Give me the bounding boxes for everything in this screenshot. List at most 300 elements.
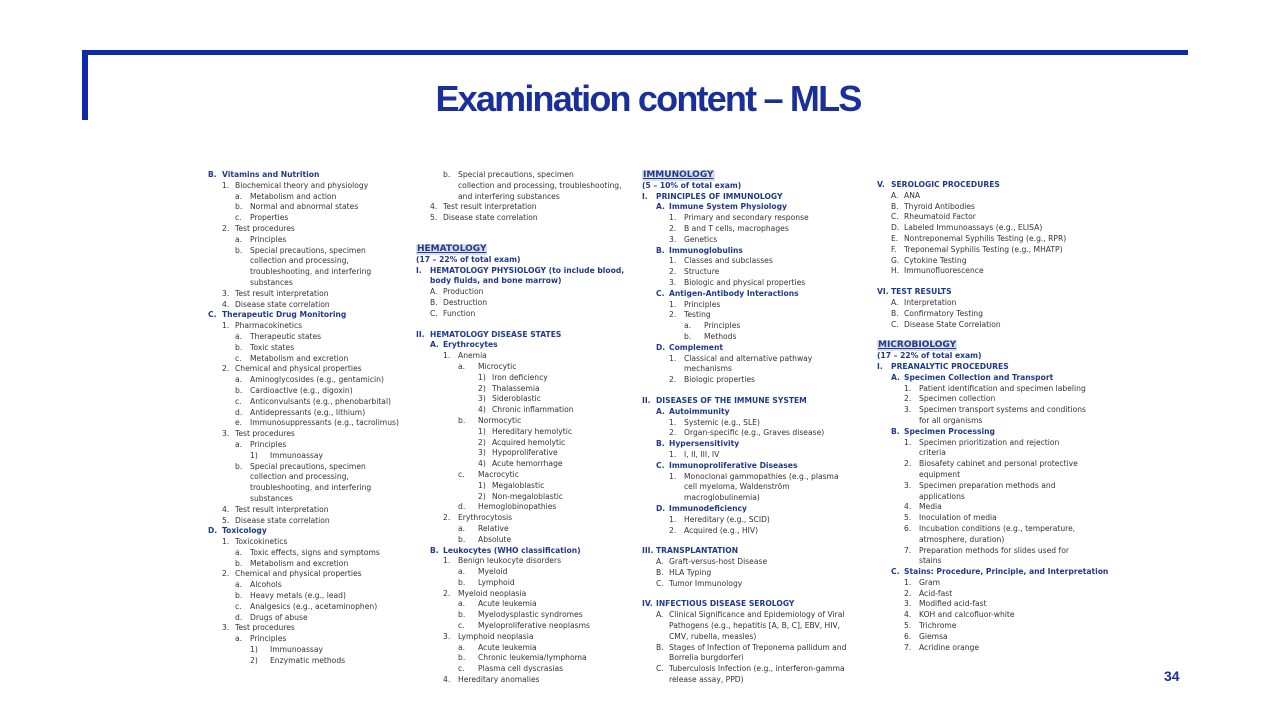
section-title — [642, 170, 857, 181]
outline-text: Metabolism and excretion — [250, 353, 349, 363]
outline-line — [416, 643, 616, 654]
outline-line — [877, 351, 1092, 362]
outline-text: Classical and alternative pathway — [684, 353, 813, 363]
outline-line — [877, 632, 1092, 643]
outline-text: Immunodeficiency — [669, 503, 748, 513]
outline-line — [416, 298, 616, 309]
outline-marker: 3) — [478, 448, 486, 458]
outline-text: Acute leukemia — [478, 599, 537, 609]
outline-line — [642, 418, 857, 429]
outline-text: substances — [250, 277, 293, 287]
outline-line — [208, 429, 398, 440]
outline-marker: c. — [458, 621, 465, 631]
outline-text: Anemia — [458, 351, 487, 361]
outline-marker: 2. — [669, 310, 677, 320]
outline-marker: 2. — [443, 588, 451, 598]
outline-marker: A. — [656, 202, 665, 212]
outline-marker: 1. — [669, 514, 677, 524]
outline-text: Preparation methods for slides used for — [919, 545, 1069, 555]
outline-line — [877, 438, 1092, 449]
outline-line — [642, 235, 857, 246]
outline-line — [642, 332, 857, 343]
outline-text: HLA Typing — [669, 567, 712, 577]
outline-line — [877, 223, 1092, 234]
outline-marker: 4. — [222, 299, 230, 309]
outline-marker: D. — [656, 503, 666, 513]
outline-text: Toxic effects, signs and symptoms — [250, 547, 380, 557]
outline-marker: d. — [235, 407, 243, 417]
outline-text: B and T cells, macrophages — [684, 223, 789, 233]
outline-line — [416, 599, 616, 610]
outline-line — [642, 407, 857, 418]
outline-marker: 2. — [669, 428, 677, 438]
outline-text: stains — [919, 556, 942, 566]
outline-marker: D. — [208, 526, 218, 536]
outline-marker: 1) — [478, 480, 486, 490]
outline-text: Stages of Infection of Treponema pallidum and — [669, 642, 847, 652]
outline-text: Hereditary anomalies — [458, 675, 540, 685]
outline-text: HEMATOLOGY — [417, 243, 487, 254]
outline-line — [877, 373, 1092, 384]
outline-marker: D. — [656, 342, 666, 352]
outline-text: Test result interpretation — [443, 202, 537, 212]
outline-marker: E. — [891, 233, 899, 243]
outline-text: Cytokine Testing — [904, 255, 967, 265]
outline-line — [877, 621, 1092, 632]
outline-text: Metabolism and action — [250, 191, 337, 201]
outline-text: Acute leukemia — [478, 642, 537, 652]
outline-line — [642, 256, 857, 267]
outline-line — [642, 643, 857, 654]
outline-line — [208, 213, 398, 224]
outline-text: Autoimmunity — [669, 406, 730, 416]
outline-text: Specimen Processing — [904, 426, 995, 436]
outline-marker: b. — [235, 591, 243, 601]
outline-text: Labeled Immunoassays (e.g., ELISA) — [904, 223, 1043, 233]
outline-line — [642, 461, 857, 472]
outline-line — [642, 610, 857, 621]
outline-line — [642, 557, 857, 568]
outline-text: Nontreponemal Syphilis Testing (e.g., RPR) — [904, 233, 1067, 243]
outline-text: Organ-specific (e.g., Graves disease) — [684, 428, 825, 438]
outline-text: PRINCIPLES OF IMMUNOLOGY — [656, 191, 783, 201]
outline-text: Inoculation of media — [919, 513, 997, 523]
outline-line — [208, 645, 398, 656]
outline-line — [642, 568, 857, 579]
outline-text: Alcohols — [250, 580, 282, 590]
outline-line — [208, 343, 398, 354]
outline-text: equipment — [919, 469, 961, 479]
outline-marker: a. — [235, 439, 243, 449]
outline-marker: 5. — [222, 515, 230, 525]
outline-line — [208, 505, 398, 516]
outline-text: Drugs of abuse — [250, 612, 308, 622]
outline-text: Test procedures — [235, 429, 295, 439]
section-gap — [416, 234, 616, 244]
outline-marker: 2. — [669, 375, 677, 385]
outline-text: Principles — [250, 634, 287, 644]
outline-line — [642, 482, 857, 493]
outline-marker: 1. — [669, 256, 677, 266]
outline-text: Complement — [669, 342, 723, 352]
outline-line — [416, 502, 616, 513]
outline-text: Immunofluorescence — [904, 266, 984, 276]
outline-text: substances — [250, 493, 293, 503]
outline-marker: A. — [891, 372, 900, 382]
outline-text: criteria — [919, 448, 946, 458]
outline-text: Immunoassay — [270, 645, 324, 655]
outline-line — [208, 440, 398, 451]
outline-line — [642, 192, 857, 203]
outline-marker: 7. — [904, 545, 912, 555]
outline-marker: I. — [642, 191, 648, 201]
outline-line — [208, 483, 398, 494]
outline-text: Tumor Immunology — [669, 578, 743, 588]
outline-marker: 1) — [250, 450, 258, 460]
outline-line — [642, 213, 857, 224]
outline-marker: 1. — [904, 577, 912, 587]
outline-text: Cardioactive (e.g., digoxin) — [250, 385, 353, 395]
outline-marker: 5. — [430, 213, 438, 223]
outline-marker: a. — [458, 567, 466, 577]
outline-line — [416, 309, 616, 320]
outline-line — [416, 373, 616, 384]
outline-text: Biologic properties — [684, 375, 755, 385]
outline-text: Chemical and physical properties — [235, 569, 362, 579]
outline-line — [642, 343, 857, 354]
outline-line — [416, 394, 616, 405]
outline-line — [208, 192, 398, 203]
outline-text: Methods — [704, 331, 737, 341]
outline-text: Therapeutic Drug Monitoring — [222, 310, 347, 320]
outline-marker: C. — [891, 212, 899, 222]
outline-text: atmosphere, duration) — [919, 534, 1005, 544]
outline-marker: 2. — [669, 267, 677, 277]
outline-marker: A. — [656, 610, 664, 620]
outline-line — [208, 569, 398, 580]
outline-marker: c. — [235, 213, 242, 223]
outline-line — [416, 481, 616, 492]
outline-marker: IV. — [642, 599, 653, 609]
outline-marker: b. — [235, 202, 243, 212]
outline-line — [416, 416, 616, 427]
outline-line — [416, 276, 616, 287]
outline-line — [642, 526, 857, 537]
outline-marker: 1) — [478, 426, 486, 436]
outline-marker: a. — [235, 191, 243, 201]
outline-marker: 4. — [430, 202, 438, 212]
outline-line — [208, 472, 398, 483]
outline-line — [416, 492, 616, 503]
outline-text: Specimen transport systems and conditions — [919, 405, 1086, 415]
outline-text: Analgesics (e.g., acetaminophen) — [250, 601, 378, 611]
outline-marker: 7. — [904, 642, 912, 652]
outline-marker: b. — [684, 331, 692, 341]
outline-text: Disease state correlation — [443, 213, 538, 223]
outline-marker: A. — [656, 557, 664, 567]
outline-line — [642, 546, 857, 557]
outline-text: Heavy metals (e.g., lead) — [250, 591, 346, 601]
outline-text: Antidepressants (e.g., lithium) — [250, 407, 366, 417]
slide-title: Examination content – MLS — [435, 78, 861, 119]
outline-text: Primary and secondary response — [684, 213, 809, 223]
outline-text: Test procedures — [235, 223, 295, 233]
outline-line — [416, 202, 616, 213]
outline-line — [877, 470, 1092, 481]
outline-text: Immune System Physiology — [669, 202, 787, 212]
outline-text: Genetics — [684, 234, 718, 244]
outline-text: Trichrome — [919, 621, 957, 631]
outline-line — [642, 224, 857, 235]
outline-line — [877, 180, 1092, 191]
outline-line — [642, 289, 857, 300]
outline-marker: a. — [458, 642, 466, 652]
outline-line — [416, 556, 616, 567]
outline-marker: 2) — [478, 437, 486, 447]
section-gap — [877, 277, 1092, 287]
outline-text: Toxic states — [250, 342, 295, 352]
outline-line — [208, 181, 398, 192]
outline-marker: 2. — [443, 513, 451, 523]
outline-line — [416, 632, 616, 643]
outline-marker: 2. — [222, 223, 230, 233]
outline-marker: D. — [891, 223, 900, 233]
outline-line — [208, 494, 398, 505]
section-title — [877, 340, 1092, 351]
outline-marker: a. — [458, 523, 466, 533]
outline-marker: A. — [430, 287, 438, 297]
outline-text: Myelodysplastic syndromes — [478, 610, 583, 620]
outline-text: Classes and subclasses — [684, 256, 773, 266]
outline-text: I, II, III, IV — [684, 449, 720, 459]
outline-line — [416, 675, 616, 686]
outline-line — [208, 354, 398, 365]
outline-marker: C. — [656, 578, 664, 588]
outline-marker: 1. — [222, 180, 230, 190]
outline-text: Principles — [704, 321, 741, 331]
outline-line — [208, 408, 398, 419]
content-column-1 — [208, 170, 398, 667]
outline-line — [877, 459, 1092, 470]
outline-line — [877, 448, 1092, 459]
outline-marker: b. — [235, 558, 243, 568]
outline-text: Interpretation — [904, 297, 957, 307]
outline-line — [416, 438, 616, 449]
outline-line — [642, 278, 857, 289]
outline-line — [208, 170, 398, 181]
outline-line — [416, 362, 616, 373]
outline-text: macroglobulinemia) — [684, 493, 760, 503]
outline-line — [208, 386, 398, 397]
outline-line — [416, 621, 616, 632]
outline-line — [877, 513, 1092, 524]
outline-line — [208, 623, 398, 634]
outline-text: Giemsa — [919, 631, 948, 641]
outline-marker: c. — [235, 396, 242, 406]
outline-text: Myeloproliferative neoplasms — [478, 621, 590, 631]
outline-line — [877, 535, 1092, 546]
outline-line — [642, 493, 857, 504]
outline-text: troubleshooting, and interfering — [250, 267, 372, 277]
outline-text: Chronic inflammation — [492, 405, 574, 415]
outline-marker: 2. — [669, 223, 677, 233]
outline-marker: 2. — [904, 588, 912, 598]
outline-line — [208, 602, 398, 613]
outline-text: Disease state correlation — [235, 299, 330, 309]
outline-marker: a. — [235, 331, 243, 341]
outline-marker: 3. — [904, 480, 912, 490]
outline-marker: b. — [458, 415, 466, 425]
outline-marker: 4. — [222, 504, 230, 514]
outline-marker: 1. — [904, 383, 912, 393]
outline-line — [877, 578, 1092, 589]
outline-line — [877, 309, 1092, 320]
outline-line — [208, 267, 398, 278]
outline-marker: B. — [656, 245, 665, 255]
outline-line — [208, 451, 398, 462]
outline-line — [208, 224, 398, 235]
outline-marker: H. — [891, 266, 899, 276]
outline-text: Pharmacokinetics — [235, 321, 303, 331]
outline-line — [642, 202, 857, 213]
outline-marker: 2. — [669, 525, 677, 535]
outline-text: Aminoglycosides (e.g., gentamicin) — [250, 375, 384, 385]
outline-marker: 3. — [904, 599, 912, 609]
outline-line — [877, 416, 1092, 427]
outline-line — [416, 610, 616, 621]
outline-marker: A. — [891, 297, 899, 307]
outline-text: TRANSPLANTATION — [656, 546, 739, 556]
outline-line — [416, 427, 616, 438]
outline-text: Thyroid Antibodies — [904, 201, 976, 211]
outline-line — [877, 524, 1092, 535]
outline-text: collection and processing, troubleshooting, — [458, 180, 622, 190]
outline-text: body fluids, and bone marrow) — [430, 276, 562, 286]
outline-text: Hereditary hemolytic — [492, 426, 572, 436]
outline-text: Hypersensitivity — [669, 439, 740, 449]
outline-line — [877, 405, 1092, 416]
outline-text: Graft-versus-host Disease — [669, 557, 768, 567]
outline-marker: 1. — [443, 556, 451, 566]
outline-line — [642, 664, 857, 675]
outline-marker: 4. — [904, 610, 912, 620]
outline-line — [877, 245, 1092, 256]
outline-line — [208, 516, 398, 527]
outline-text: Plasma cell dyscrasias — [478, 664, 564, 674]
outline-line — [877, 362, 1092, 373]
outline-line — [877, 384, 1092, 395]
outline-text: Tuberculosis Infection (e.g., interferon-gamma — [669, 664, 845, 674]
outline-marker: 5. — [904, 513, 912, 523]
outline-text: Modified acid-fast — [919, 599, 987, 609]
outline-line — [208, 634, 398, 645]
outline-line — [877, 481, 1092, 492]
outline-text: Immunosuppressants (e.g., tacrolimus) — [250, 418, 399, 428]
outline-line — [642, 396, 857, 407]
outline-marker: III. — [642, 546, 654, 556]
outline-marker: 1. — [443, 351, 451, 361]
outline-marker: a. — [458, 361, 466, 371]
outline-line — [208, 580, 398, 591]
outline-line — [208, 375, 398, 386]
outline-line — [208, 278, 398, 289]
outline-text: Destruction — [443, 297, 488, 307]
outline-line — [642, 675, 857, 686]
outline-line — [208, 397, 398, 408]
outline-marker: 1) — [250, 645, 258, 655]
outline-marker: 4. — [443, 675, 451, 685]
outline-text: Biosafety cabinet and personal protective — [919, 459, 1078, 469]
outline-text: Non-megaloblastic — [492, 491, 563, 501]
outline-marker: b. — [235, 461, 243, 471]
outline-line — [642, 428, 857, 439]
outline-text: Monoclonal gammopathies (e.g., plasma — [684, 471, 839, 481]
outline-text: Acquired (e.g., HIV) — [684, 525, 759, 535]
outline-text: Testing — [684, 310, 711, 320]
outline-text: Disease state correlation — [235, 515, 330, 525]
outline-text: Biologic and physical properties — [684, 277, 806, 287]
outline-line — [416, 535, 616, 546]
outline-text: IMMUNOLOGY — [643, 170, 714, 180]
outline-text: Macrocytic — [478, 469, 519, 479]
outline-text: HEMATOLOGY PHYSIOLOGY (to include blood, — [430, 265, 625, 275]
outline-line — [416, 170, 616, 181]
outline-line — [416, 653, 616, 664]
outline-marker: B. — [656, 642, 664, 652]
outline-text: Acute hemorrhage — [492, 459, 563, 469]
outline-text: Benign leukocyte disorders — [458, 556, 562, 566]
outline-line — [416, 470, 616, 481]
outline-marker: C. — [656, 460, 665, 470]
outline-marker: 2. — [222, 569, 230, 579]
outline-text: Thalassemia — [492, 383, 540, 393]
outline-line — [416, 448, 616, 459]
outline-text: release assay, PPD) — [669, 675, 744, 685]
outline-marker: b. — [235, 245, 243, 255]
outline-line — [877, 394, 1092, 405]
outline-line — [416, 213, 616, 224]
outline-marker: 2) — [250, 655, 258, 665]
outline-line — [416, 330, 616, 341]
outline-line — [877, 287, 1092, 298]
outline-marker: 3. — [669, 234, 677, 244]
outline-text: PREANALYTIC PROCEDURES — [891, 361, 1009, 371]
outline-marker: 2. — [904, 394, 912, 404]
outline-text: TEST RESULTS — [891, 287, 952, 297]
outline-line — [642, 354, 857, 365]
outline-text: Normal and abnormal states — [250, 202, 359, 212]
outline-marker: b. — [458, 610, 466, 620]
outline-marker: 1. — [669, 471, 677, 481]
outline-line — [208, 235, 398, 246]
outline-line — [416, 513, 616, 524]
section-gap — [416, 224, 616, 234]
outline-marker: C. — [430, 308, 438, 318]
outline-line — [416, 384, 616, 395]
outline-line — [877, 266, 1092, 277]
outline-text: Chemical and physical properties — [235, 364, 362, 374]
outline-line — [642, 267, 857, 278]
outline-line — [208, 202, 398, 213]
outline-marker: A. — [430, 340, 439, 350]
outline-line — [877, 427, 1092, 438]
outline-text: mechanisms — [684, 364, 732, 374]
outline-marker: e. — [235, 418, 243, 428]
outline-text: Metabolism and excretion — [250, 558, 349, 568]
outline-line — [877, 599, 1092, 610]
outline-line — [208, 300, 398, 311]
outline-text: Incubation conditions (e.g., temperature, — [919, 523, 1076, 533]
